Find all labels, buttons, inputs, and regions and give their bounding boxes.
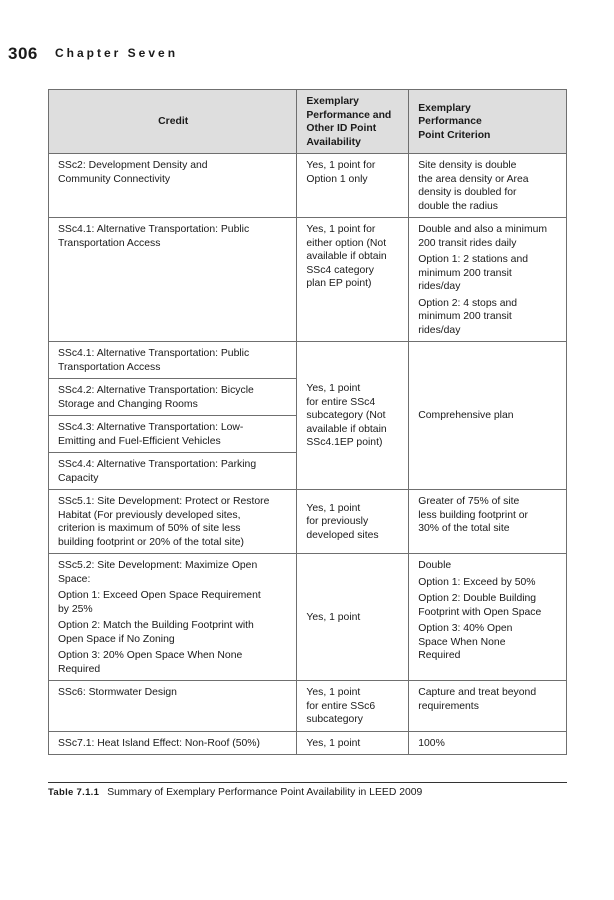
- cell-line: Yes, 1 point for: [306, 224, 376, 235]
- header-line: Point Criterion: [418, 129, 491, 141]
- caption-text: Summary of Exemplary Performance Point Availability in LEED 2009: [107, 787, 423, 798]
- availability-cell: [297, 154, 409, 218]
- cell-line: Yes, 1 point: [306, 502, 361, 514]
- header-line: Exemplary: [306, 96, 359, 107]
- credit-cell: [49, 554, 297, 681]
- cell-line: subcategory (Not: [306, 410, 386, 422]
- cell-line: SSc2: Development Density and: [58, 160, 208, 171]
- cell-line: Yes, 1 point for: [306, 160, 376, 171]
- cell-line: Double: [418, 560, 452, 571]
- criterion-cell: [409, 342, 567, 490]
- availability-cell: [297, 342, 409, 490]
- cell-line: requirements: [418, 700, 479, 712]
- credit-table: [48, 89, 567, 755]
- availability-cell: [297, 554, 409, 681]
- caption-label: Table 7.1.1: [48, 787, 100, 798]
- cell-line: Option 3: 20% Open Space When None: [58, 650, 243, 661]
- criterion-cell: [409, 681, 567, 732]
- cell-line: SSc4.3: Alternative Transportation: Low-: [58, 422, 244, 433]
- cell-line: SSc6: Stormwater Design: [58, 687, 177, 698]
- cell-line: Yes, 1 point: [306, 611, 361, 623]
- cell-line: minimum 200 transit: [418, 311, 512, 322]
- credit-cell: [49, 490, 297, 554]
- cell-line: Double and also a minimum: [418, 224, 548, 235]
- cell-line: building footprint or 20% of the total site): [58, 536, 244, 548]
- cell-line: Option 1 only: [306, 173, 368, 185]
- table-row: [49, 218, 567, 342]
- cell-line: Yes, 1 point: [306, 737, 361, 749]
- table-row: [49, 554, 567, 681]
- criterion-cell: [409, 554, 567, 681]
- table-caption: [48, 787, 422, 798]
- cell-line: Community Connectivity: [58, 173, 171, 185]
- credit-cell: [49, 342, 297, 379]
- cell-line: Option 2: Double Building: [418, 593, 537, 604]
- cell-line: SSc4.2: Alternative Transportation: Bicycle: [58, 385, 254, 396]
- cell-line: Yes, 1 point: [306, 383, 361, 395]
- cell-line: Comprehensive plan: [418, 410, 514, 422]
- cell-line: Storage and Changing Rooms: [58, 398, 198, 410]
- credit-cell: [49, 453, 297, 490]
- cell-line: subcategory: [306, 714, 363, 725]
- cell-line: Option 3: 40% Open: [418, 623, 513, 634]
- header-line: Availability: [306, 136, 361, 148]
- cell-line: the area density or Area: [418, 173, 529, 185]
- availability-cell: [297, 218, 409, 342]
- cell-line: rides/day: [418, 281, 461, 292]
- cell-line: by 25%: [58, 603, 93, 615]
- cell-line: SSc4.1EP point): [306, 437, 383, 449]
- cell-line: double the radius: [418, 200, 498, 212]
- cell-line: Site density is double: [418, 160, 517, 171]
- cell-line: Transportation Access: [58, 237, 161, 249]
- table-row: [49, 731, 567, 755]
- cell-line: density is doubled for: [418, 187, 517, 198]
- cell-line: Option 1: Exceed Open Space Requirement: [58, 590, 261, 601]
- cell-line: Habitat (For previously developed sites,: [58, 509, 241, 521]
- cell-line: available if obtain: [306, 423, 387, 435]
- cell-line: 200 transit rides daily: [418, 237, 517, 249]
- cell-line: Space When None: [418, 636, 506, 648]
- cell-line: available if obtain: [306, 251, 387, 262]
- cell-line: Capture and treat beyond: [418, 687, 537, 698]
- criterion-cell: [409, 490, 567, 554]
- column-header-credit: Credit: [49, 90, 297, 154]
- availability-cell: [297, 731, 409, 755]
- credit-cell: [49, 218, 297, 342]
- cell-line: SSc4 category: [306, 264, 374, 276]
- cell-line: SSc4.4: Alternative Transportation: Parking: [58, 459, 257, 470]
- cell-line: rides/day: [418, 324, 461, 336]
- cell-line: Yes, 1 point: [306, 687, 361, 698]
- cell-line: Footprint with Open Space: [418, 606, 542, 618]
- cell-line: 100%: [418, 737, 445, 749]
- header-line: Exemplary: [418, 102, 471, 114]
- cell-line: for previously: [306, 516, 369, 528]
- cell-line: SSc4.1: Alternative Transportation: Public: [58, 348, 250, 359]
- table-row: [49, 154, 567, 218]
- table-row: [49, 342, 567, 379]
- cell-line: criterion is maximum of 50% of site less: [58, 523, 241, 534]
- cell-line: Space:: [58, 573, 91, 585]
- cell-line: Option 1: Exceed by 50%: [418, 576, 536, 588]
- table-header-row: [49, 90, 567, 154]
- cell-line: Capacity: [58, 472, 99, 484]
- availability-cell: [297, 681, 409, 732]
- caption-divider: [48, 782, 567, 783]
- credit-cell: [49, 416, 297, 453]
- cell-line: Option 1: 2 stations and: [418, 254, 529, 265]
- column-header-criterion: [409, 90, 567, 154]
- header-line: Performance: [418, 116, 482, 128]
- header-line: Performance and: [306, 109, 392, 121]
- page-number: 306: [8, 44, 38, 63]
- cell-line: plan EP point): [306, 278, 372, 289]
- credit-cell: [49, 731, 297, 755]
- cell-line: 30% of the total site: [418, 523, 510, 534]
- cell-line: Required: [418, 650, 461, 661]
- cell-line: Open Space if No Zoning: [58, 633, 175, 645]
- cell-line: Option 2: Match the Building Footprint with: [58, 620, 254, 631]
- cell-line: SSc5.2: Site Development: Maximize Open: [58, 560, 258, 571]
- cell-line: for entire SSc4: [306, 396, 376, 408]
- cell-line: either option (Not: [306, 237, 387, 249]
- cell-line: minimum 200 transit: [418, 267, 512, 279]
- criterion-cell: [409, 731, 567, 755]
- table-row: [49, 681, 567, 732]
- cell-line: less building footprint or: [418, 509, 528, 521]
- criterion-cell: [409, 218, 567, 342]
- cell-line: Option 2: 4 stops and: [418, 297, 518, 309]
- cell-line: Emitting and Fuel-Efficient Vehicles: [58, 435, 221, 447]
- availability-cell: [297, 490, 409, 554]
- cell-line: Required: [58, 663, 101, 675]
- cell-line: developed sites: [306, 529, 379, 541]
- credit-cell: [49, 681, 297, 732]
- cell-line: SSc7.1: Heat Island Effect: Non-Roof (50%): [58, 737, 260, 749]
- credit-cell: [49, 154, 297, 218]
- header-line: Other ID Point: [306, 123, 377, 134]
- column-header-availability: [297, 90, 409, 154]
- table-row: [49, 490, 567, 554]
- criterion-cell: [409, 154, 567, 218]
- cell-line: Greater of 75% of site: [418, 496, 520, 507]
- cell-line: SSc5.1: Site Development: Protect or Restore: [58, 496, 270, 507]
- credit-cell: [49, 379, 297, 416]
- cell-line: SSc4.1: Alternative Transportation: Public: [58, 224, 250, 235]
- cell-line: for entire SSc6: [306, 700, 376, 712]
- cell-line: Transportation Access: [58, 361, 161, 373]
- chapter-title: Chapter Seven: [55, 46, 179, 60]
